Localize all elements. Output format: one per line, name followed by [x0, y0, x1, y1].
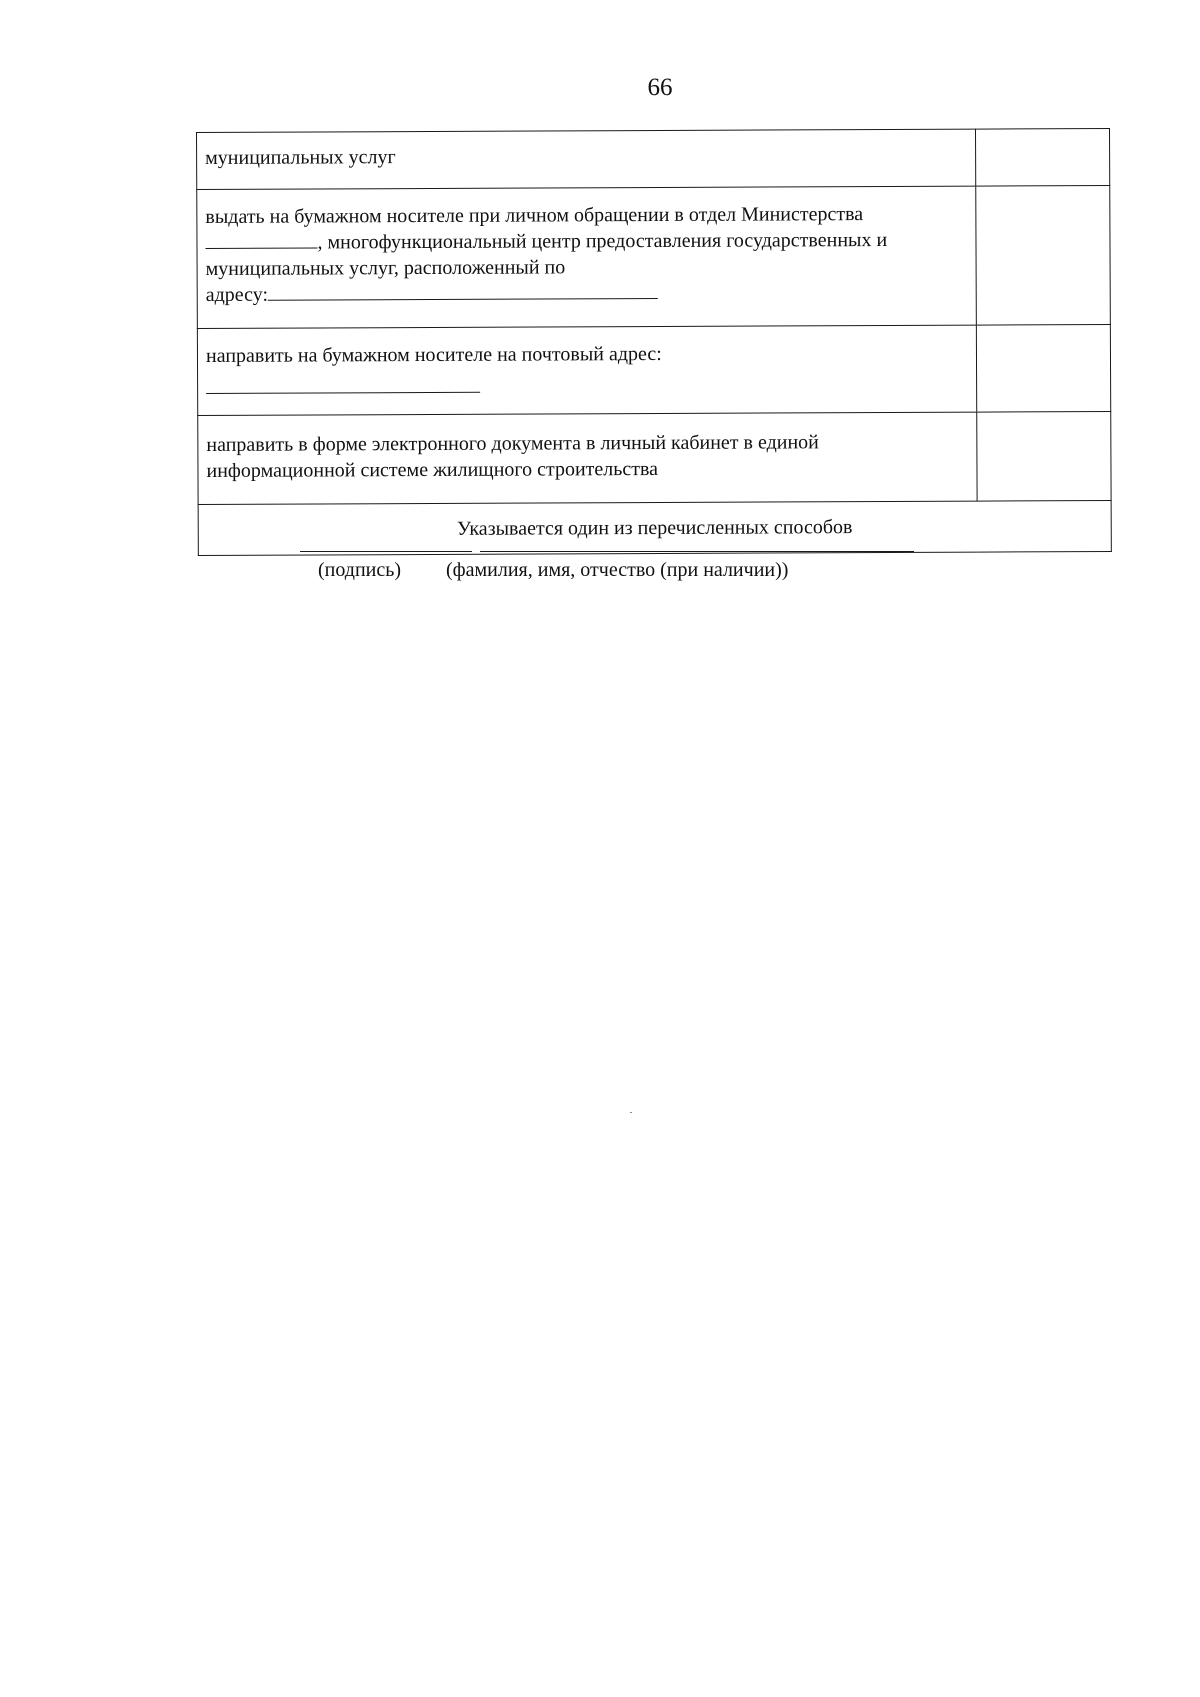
footer-note: Указывается один из перечисленных способов: [456, 516, 853, 540]
signature-caption: (подпись): [318, 559, 402, 581]
in-person-option-line-4: [206, 279, 968, 308]
option-mark-cell[interactable]: [976, 325, 1111, 413]
option-mark-cell[interactable]: [975, 129, 1110, 187]
table-row: [198, 501, 1111, 556]
option-mark-cell[interactable]: [975, 186, 1110, 326]
postal-option-line-1: направить на бумажном носителе на почтовый адрес:: [205, 342, 662, 367]
electronic-option-line-2: информационной системе жилищного строительства: [206, 457, 659, 482]
electronic-option-line-1: направить в форме электронного документа в личный кабинет в единой: [206, 431, 819, 456]
option-mark-cell[interactable]: [976, 412, 1111, 502]
full-name-caption: (фамилия, имя, отчество (при наличии)): [446, 559, 789, 581]
postal-option-line-2: [206, 366, 968, 401]
scan-speck: [630, 1112, 632, 1113]
option-text-cell: [198, 412, 977, 504]
in-person-option-line-1: выдать на бумажном носителе при личном обращении в отдел Министерства: [205, 203, 864, 228]
table-row: [197, 186, 1111, 329]
table-row: [198, 412, 1111, 505]
page-number: 66: [647, 74, 673, 101]
option-text-cell: [197, 325, 976, 415]
option-text-cell: [197, 129, 976, 189]
address-blank: [268, 280, 658, 301]
table-row: [197, 129, 1110, 190]
in-person-option-line-3: муниципальных услуг, расположенный по: [205, 256, 566, 280]
full-name-line: [480, 551, 914, 552]
delivery-options-table: [196, 128, 1112, 556]
ministry-department-blank: [205, 229, 317, 248]
in-person-option-line-2: [205, 227, 967, 256]
option-text-cell: [197, 186, 976, 328]
row-continuation-text: муниципальных услуг: [205, 146, 396, 169]
address-label: адресу:: [205, 283, 269, 306]
in-person-option-line-2-text: , многофункциональный центр предоставления государственных и: [317, 228, 888, 254]
signature-line: [300, 551, 472, 552]
postal-address-blank: [206, 374, 480, 394]
table-row: [197, 325, 1110, 416]
footer-note-cell: [198, 501, 1111, 556]
